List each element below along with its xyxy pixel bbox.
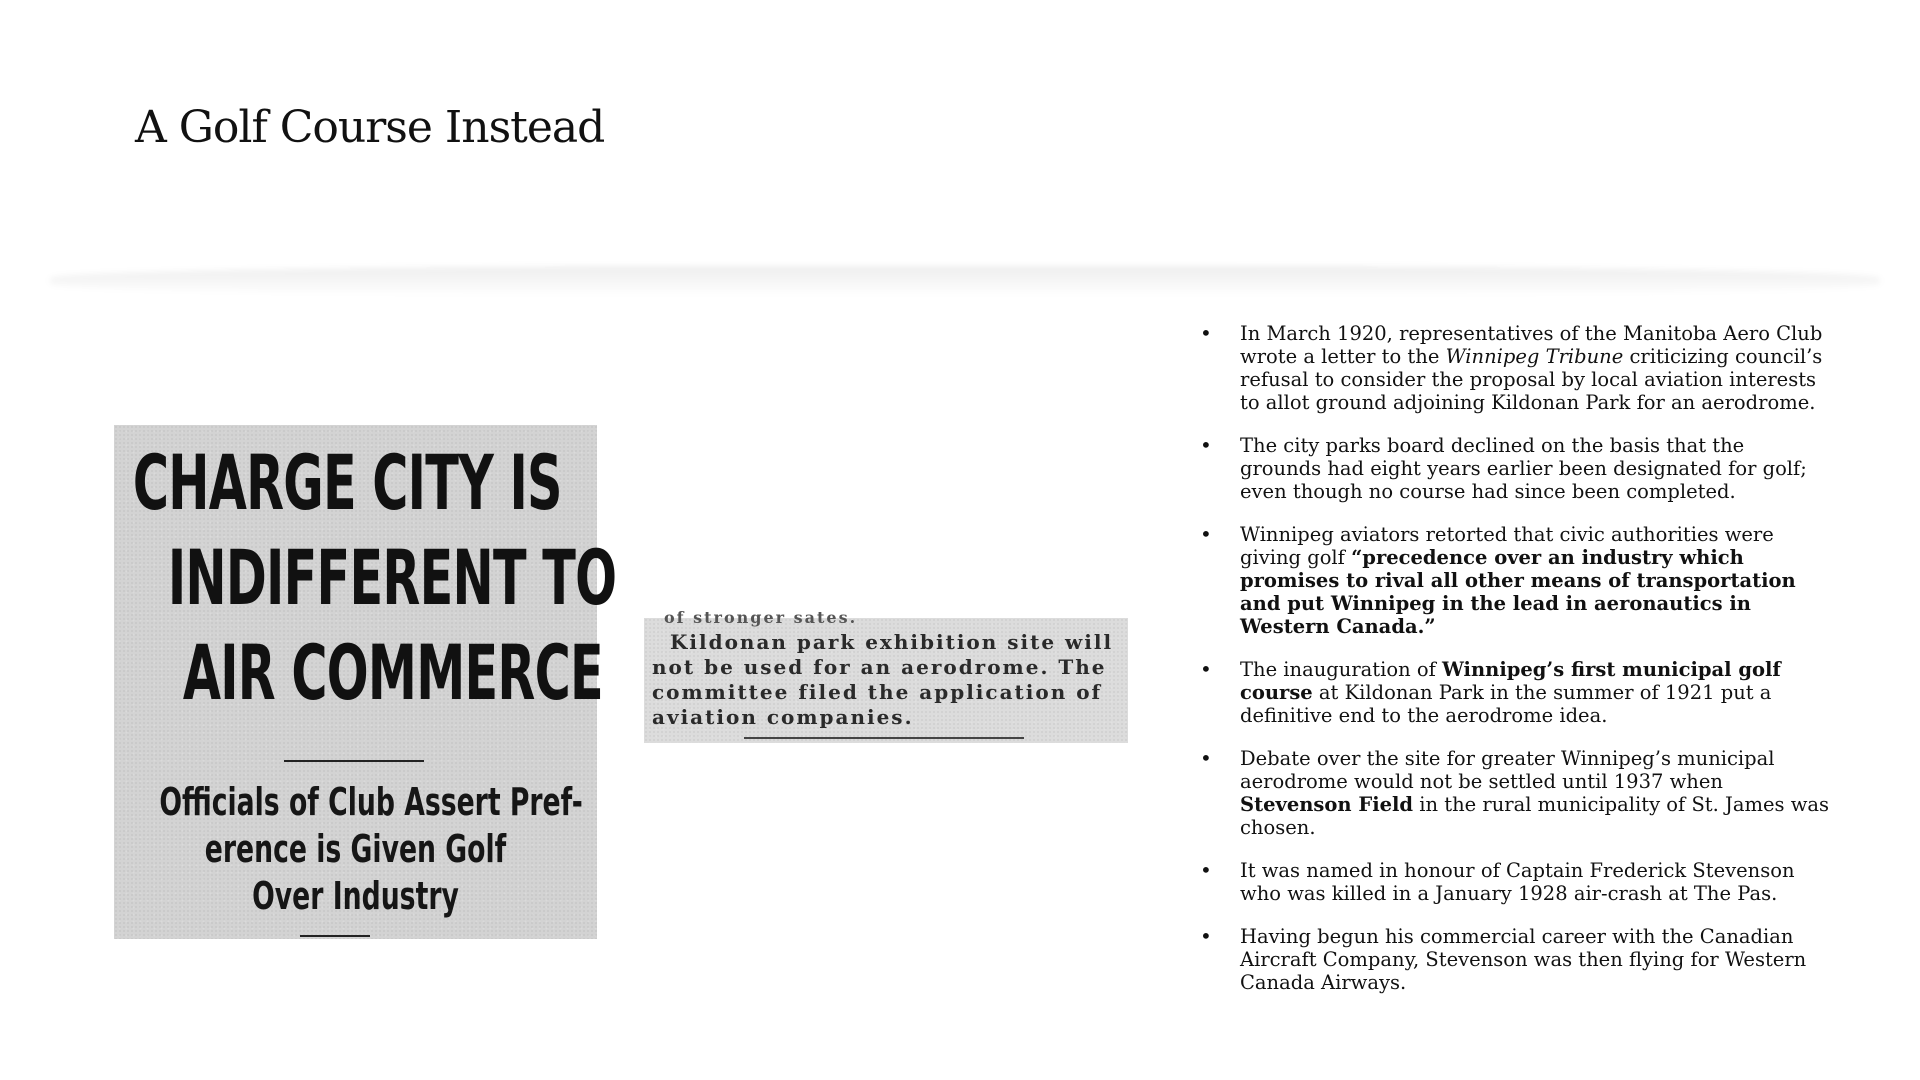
newspaper-body-clipping — [644, 608, 1128, 743]
bullet-item — [1200, 523, 1830, 638]
newspaper-headline-clipping — [114, 425, 617, 939]
clipping-rule — [284, 760, 424, 762]
clipping-text-line: Kildonan park exhibition site will — [670, 630, 1114, 654]
subhead-line: erence is Given Golf — [204, 827, 507, 871]
bullet-text: Winnipeg Tribune — [1445, 345, 1624, 368]
clipping-rule — [744, 737, 1024, 739]
bullet-text: The inauguration of — [1240, 658, 1442, 681]
clipping-text-line: not be used for an aerodrome. The — [652, 655, 1107, 679]
slide-title: A Golf Course Instead — [135, 102, 605, 153]
bullet-item — [1200, 322, 1830, 414]
bullet-item — [1200, 859, 1830, 905]
bullet-item — [1200, 747, 1830, 839]
bullet-text: criticizing council’s refusal to consider the proposal by local aviation interests to allot ground adjoining Kildonan Park for an aerodrome. — [1240, 345, 1823, 414]
bullet-text: It was named in honour of Captain Frederick Stevenson who was killed in a January 1928 air-crash at The Pas. — [1240, 859, 1795, 905]
bullet-text: Winnipeg aviators retorted that civic authorities were giving golf — [1240, 523, 1774, 569]
bullet-list — [1200, 322, 1830, 1014]
bullet-text: “precedence over an industry which promises to rival all other means of transportation and put Winnipeg in the lead in aeronautics in Western Canada.” — [1240, 546, 1796, 638]
bullet-text: In March 1920, representatives of the Manitoba Aero Club wrote a letter to the — [1240, 322, 1823, 368]
headline-line: CHARGE CITY IS — [132, 438, 562, 527]
header-divider — [50, 266, 1880, 296]
subhead-line: Officials of Club Assert Pref- — [159, 780, 583, 824]
subhead-line: Over Industry — [252, 874, 459, 918]
clipping-text-line: of stronger sates. — [664, 608, 858, 627]
bullet-text: in the rural municipality of St. James was chosen. — [1240, 793, 1830, 839]
clipping-text-line: aviation companies. — [652, 705, 914, 729]
bullet-item — [1200, 925, 1830, 994]
headline-line: AIR COMMERCE — [182, 628, 603, 717]
bullet-text: Having begun his commercial career with the Canadian Aircraft Company, Stevenson was then flying for Western Canada Airways. — [1240, 925, 1807, 994]
clipping-text-line: committee filed the application of — [652, 680, 1103, 704]
bullet-text: Debate over the site for greater Winnipeg’s municipal aerodrome would not be settled until 1937 when — [1240, 747, 1775, 793]
bullet-item — [1200, 658, 1830, 727]
bullet-text: Stevenson Field — [1240, 793, 1414, 816]
bullet-text: The city parks board declined on the basis that the grounds had eight years earlier been designated for golf; even though no course had since been completed. — [1240, 434, 1807, 503]
bullet-text: Winnipeg’s first municipal golf course — [1240, 658, 1781, 704]
bullet-item — [1200, 434, 1830, 503]
clipping-rule — [300, 935, 370, 937]
bullet-text: at Kildonan Park in the summer of 1921 put a definitive end to the aerodrome idea. — [1240, 681, 1772, 727]
headline-line: INDIFFERENT TO — [167, 533, 617, 622]
